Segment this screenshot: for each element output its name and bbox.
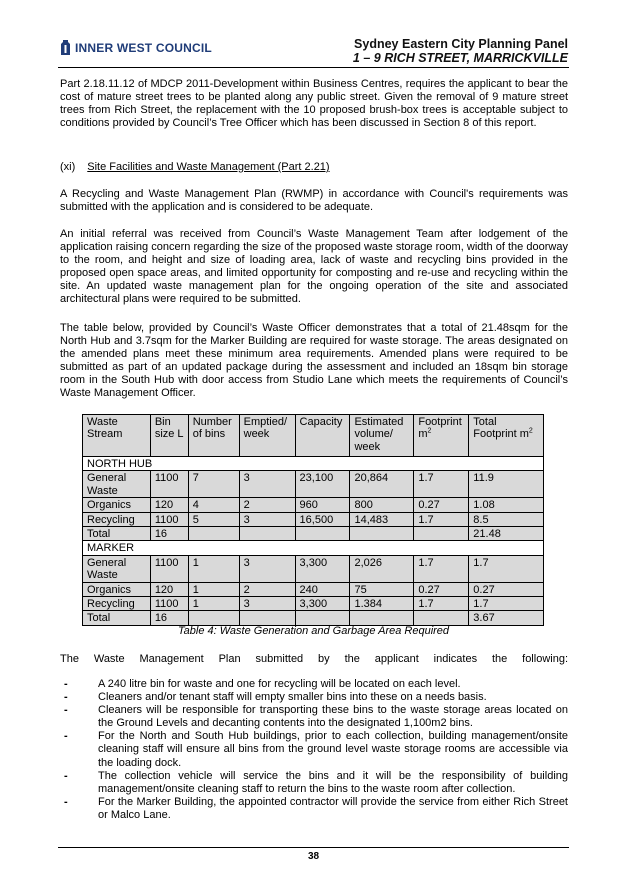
table-cell: 1 — [188, 555, 239, 582]
table-cell: 16,500 — [295, 512, 350, 526]
table-cell: Total — [83, 611, 151, 625]
table-cell: 3,300 — [295, 555, 350, 582]
list-item-text: For the Marker Building, the appointed contractor will provide the service from either Rich Street or Malco Lane. — [98, 795, 568, 821]
table-cell: 21.48 — [469, 527, 544, 541]
table-cell: General Waste — [83, 555, 151, 582]
table-header: Bin size L — [150, 415, 188, 457]
table-cell: 23,100 — [295, 471, 350, 498]
table-cell: 2 — [239, 498, 295, 512]
section-title: Site Facilities and Waste Management (Part 2.21) — [87, 161, 330, 173]
header-divider — [58, 67, 569, 68]
table-header: Waste Stream — [83, 415, 151, 457]
list-item-text: Cleaners and/or tenant staff will empty smaller bins into these on a needs basis. — [98, 691, 487, 704]
table-cell: 8.5 — [469, 512, 544, 526]
section-label: MARKER — [83, 541, 544, 555]
table-cell: 1100 — [150, 555, 188, 582]
panel-title: Sydney Eastern City Planning Panel — [354, 37, 568, 51]
table-cell: 5 — [188, 512, 239, 526]
table-cell: Organics — [83, 498, 151, 512]
table-cell: 1.7 — [414, 597, 469, 611]
table-section-row — [83, 541, 544, 555]
table-cell: 16 — [150, 611, 188, 625]
list-item — [60, 704, 568, 730]
table-cell: 1.384 — [350, 597, 414, 611]
table-cell: 1.7 — [414, 471, 469, 498]
table-cell — [239, 527, 295, 541]
table-total-row — [83, 611, 544, 625]
table-row — [83, 597, 544, 611]
table-cell: 800 — [350, 498, 414, 512]
bullet-dash: - — [64, 678, 68, 690]
list-item — [60, 730, 568, 769]
table-cell: 0.27 — [469, 582, 544, 596]
table-cell: 960 — [295, 498, 350, 512]
table-cell: 3,300 — [295, 597, 350, 611]
section-heading — [60, 161, 330, 174]
table-cell: Recycling — [83, 597, 151, 611]
table-cell: 0.27 — [414, 498, 469, 512]
council-emblem-icon — [60, 39, 71, 57]
header-text: Footprint m — [418, 416, 462, 441]
bullet-dash: - — [64, 691, 68, 704]
list-item-text: Cleaners will be responsible for transporting these bins to the waste storage areas located on the Ground Levels and decanting contents into the designated 1,100m2 bins. — [98, 704, 568, 730]
section-number: (xi) — [60, 161, 76, 173]
table-cell: 1100 — [150, 512, 188, 526]
bullet-dash: - — [64, 769, 68, 782]
table-cell: 1100 — [150, 471, 188, 498]
table-cell: 1.7 — [414, 512, 469, 526]
table-row — [83, 498, 544, 512]
table-cell: 1.08 — [469, 498, 544, 512]
table-cell: 2 — [239, 582, 295, 596]
section-label: NORTH HUB — [83, 457, 544, 471]
paragraph-rwmp: A Recycling and Waste Management Plan (RWMP) in accordance with Council's requirements was submitted with the application and is considered to be adequate. — [60, 188, 568, 214]
list-item — [60, 770, 568, 796]
table-cell: 1.7 — [414, 555, 469, 582]
table-cell: 1.7 — [469, 597, 544, 611]
footer-divider — [58, 847, 569, 848]
table-cell: 11.9 — [469, 471, 544, 498]
bullet-dash: - — [64, 730, 68, 743]
table-cell — [414, 527, 469, 541]
logo-text: INNER WEST COUNCIL — [75, 41, 212, 55]
table-cell: 120 — [150, 498, 188, 512]
table-cell — [350, 611, 414, 625]
table-cell: Total — [83, 527, 151, 541]
table-header: Emptied/ week — [239, 415, 295, 457]
site-address: 1 – 9 RICH STREET, MARRICKVILLE — [352, 51, 568, 65]
table-cell — [188, 527, 239, 541]
table-cell: Organics — [83, 582, 151, 596]
table-cell — [295, 611, 350, 625]
table-cell: 1100 — [150, 597, 188, 611]
table-cell: 3 — [239, 512, 295, 526]
table-cell: General Waste — [83, 471, 151, 498]
table-cell: 75 — [350, 582, 414, 596]
list-item — [60, 678, 568, 691]
table-total-row — [83, 527, 544, 541]
bullet-dash: - — [64, 795, 68, 808]
table-section-row — [83, 457, 544, 471]
waste-table — [82, 414, 544, 626]
council-logo — [60, 38, 212, 58]
table-cell: Recycling — [83, 512, 151, 526]
table-cell: 7 — [188, 471, 239, 498]
paragraph-table-intro: The table below, provided by Council’s Waste Officer demonstrates that a total of 21.48sqm for the North Hub and 3.7sqm for the Marker Building are required for waste storage. The areas designated on the amended plans meet these minimum area requirements. Amended plans were required to be submitted as part of an updated package during the assessment and included an 18sqm bin storage room in the South Hub with door access from Studio Lane which meets the requirements of Council’s Waste Management Officer. — [60, 322, 568, 400]
table-cell: 2,026 — [350, 555, 414, 582]
paragraph-wmp-intro: The Waste Management Plan submitted by the applicant indicates the following: — [60, 653, 568, 665]
table-header: Number of bins — [188, 415, 239, 457]
superscript: 2 — [427, 427, 432, 435]
table-caption: Table 4: Waste Generation and Garbage Area Required — [177, 625, 450, 637]
table-cell — [295, 527, 350, 541]
paragraph-street-trees: Part 2.18.11.12 of MDCP 2011-Development within Business Centres, requires the applicant to bear the cost of mature street trees to be planted along any public street. Given the removal of 9 mature street trees from Rich Street, the replacement with the 10 proposed brush-box trees is acceptable subject to conditions provided by Council’s Tree Officer which has been discussed in Section 8 of this report. — [60, 78, 568, 130]
table-header: Capacity — [295, 415, 350, 457]
table-cell: 1.7 — [469, 555, 544, 582]
bullet-dash: - — [64, 704, 68, 717]
table-cell: 3 — [239, 555, 295, 582]
table-header — [414, 415, 469, 457]
table-cell: 20,864 — [350, 471, 414, 498]
table-row — [83, 471, 544, 498]
table-header: Estimated volume/ week — [350, 415, 414, 457]
table-cell — [414, 611, 469, 625]
table-cell: 1 — [188, 582, 239, 596]
table-header — [469, 415, 544, 457]
table-cell: 14,483 — [350, 512, 414, 526]
table-cell: 0.27 — [414, 582, 469, 596]
table-cell: 3 — [239, 597, 295, 611]
table-cell: 240 — [295, 582, 350, 596]
table-cell: 4 — [188, 498, 239, 512]
table-cell — [350, 527, 414, 541]
table-cell: 120 — [150, 582, 188, 596]
table-cell: 16 — [150, 527, 188, 541]
table-row — [83, 555, 544, 582]
list-item-text: For the North and South Hub buildings, prior to each collection, building management/onsite cleaning staff will ensure all bins from the ground level waste storage rooms are accessible via the loading dock. — [98, 730, 568, 769]
table-cell — [188, 611, 239, 625]
list-item-text: A 240 litre bin for waste and one for recycling will be located on each level. — [98, 678, 461, 690]
superscript: 2 — [528, 427, 533, 435]
list-item-text: The collection vehicle will service the bins and it will be the responsibility of building management/onsite cleaning staff to return the bins to the waste room after collection. — [98, 769, 568, 795]
table-cell: 1 — [188, 597, 239, 611]
table-row — [83, 582, 544, 596]
table-cell: 3.67 — [469, 611, 544, 625]
bullet-list — [60, 678, 568, 822]
paragraph-referral: An initial referral was received from Council’s Waste Management Team after lodgement of the application raising concern regarding the size of the proposed waste storage room, width of the doorway to the room, and height and size of loading area, lack of waste and recycling bins provided in the proposed open space areas, and limited opportunity for composting and re-use and recycling within the site. An updated waste management plan for the ongoing operation of the site and associated architectural plans were required to be submitted. — [60, 228, 568, 306]
list-item — [60, 691, 568, 704]
table-cell: 3 — [239, 471, 295, 498]
header-text: Total Footprint m — [473, 416, 529, 441]
table-cell — [239, 611, 295, 625]
table-row — [83, 512, 544, 526]
list-item — [60, 796, 568, 822]
page-number: 38 — [307, 851, 320, 862]
table-header-row — [83, 415, 544, 457]
